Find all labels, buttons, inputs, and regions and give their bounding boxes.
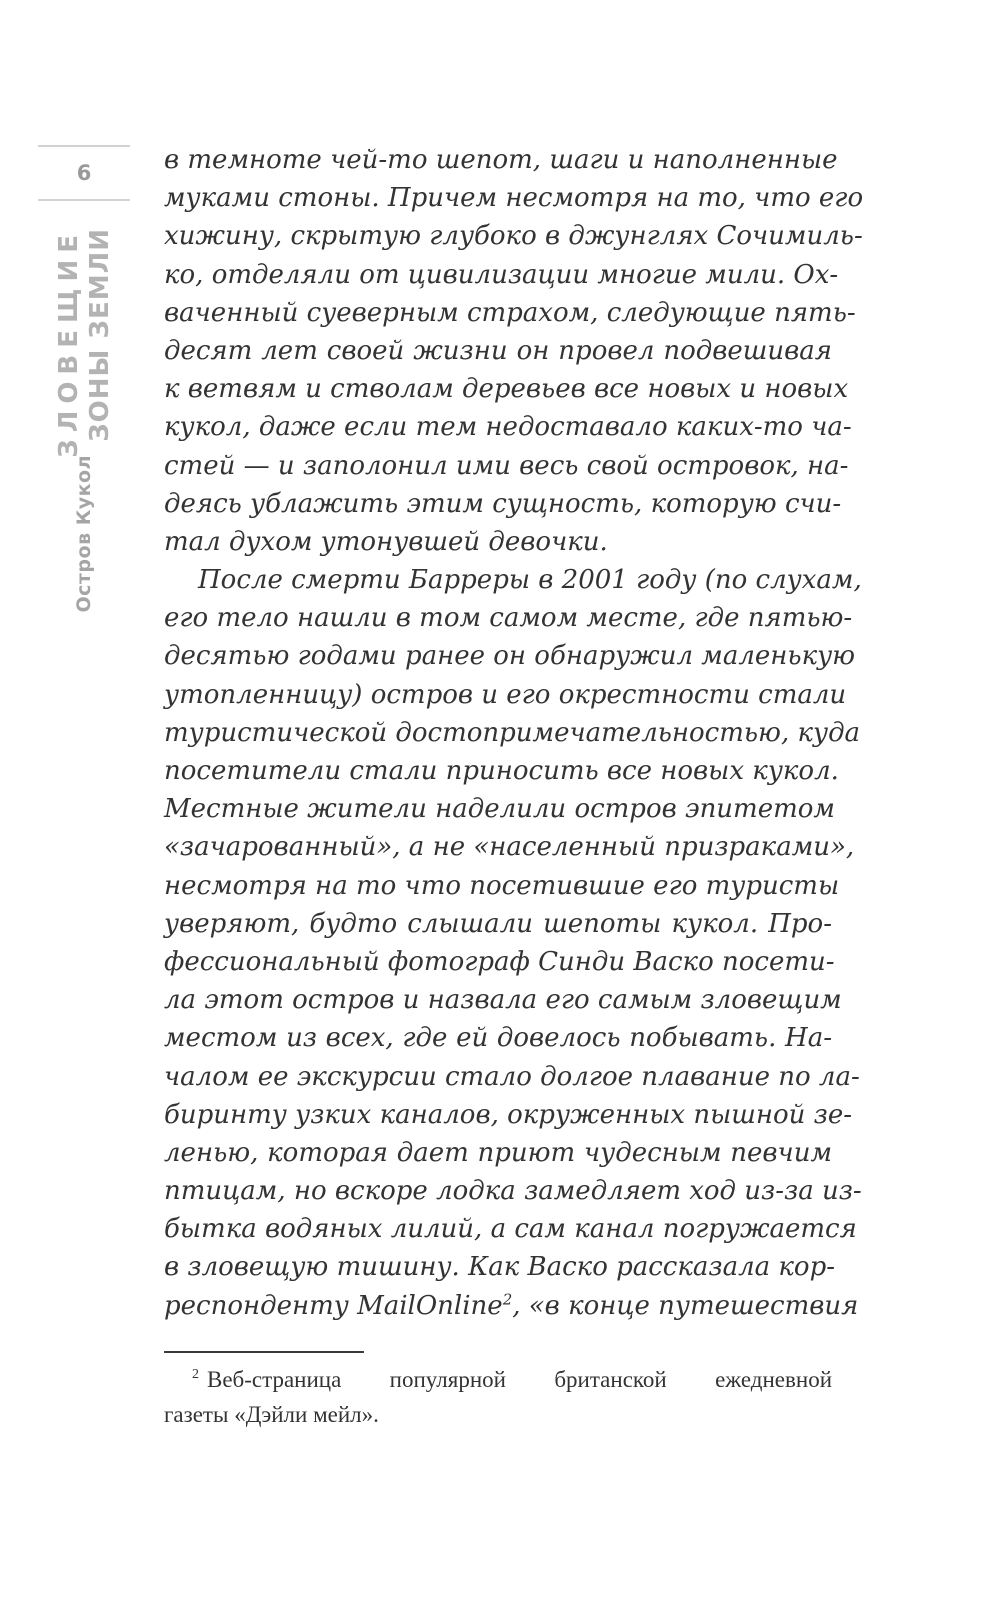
running-head-chapter-title: Остров Кукол bbox=[73, 455, 95, 613]
text-line: несмотря на то что посетившие его туристы bbox=[164, 870, 840, 901]
footnote bbox=[164, 1362, 832, 1432]
text-line: посетители стали приносить все новых кукол. bbox=[164, 756, 839, 786]
footnote-line bbox=[164, 1362, 832, 1397]
text-fragment: респонденту MailOnline bbox=[164, 1290, 503, 1321]
text-line: в темноте чей-то шепот, шаги и наполненные bbox=[164, 145, 838, 175]
text-fragment: , «в конце путешествия bbox=[512, 1290, 859, 1321]
text-line: к ветвям и стволам деревьев все новых и новых bbox=[164, 374, 849, 405]
text-line: десятью годами ранее он обнаружил маленькую bbox=[164, 641, 856, 672]
footnote-text: Веб-страница популярной британской ежедневной bbox=[207, 1367, 832, 1392]
text-line: местом из всех, где ей довелось побывать. На- bbox=[164, 1023, 832, 1054]
footnote-line: газеты «Дэйли мейл». bbox=[164, 1402, 379, 1427]
running-head-book-title-line1: ЗЛОВЕЩИЕ bbox=[54, 228, 84, 458]
page-margin bbox=[38, 145, 130, 201]
text-line: туристической достопримечательностью, куда bbox=[164, 717, 861, 748]
text-line: биринту узких каналов, окруженных пышной зе- bbox=[164, 1099, 853, 1130]
footnote-reference[interactable]: 2 bbox=[502, 1289, 513, 1308]
text-line: деясь ублажить этим сущность, которую счи- bbox=[164, 488, 842, 519]
text-line: стей — и заполонил ими весь свой островок, на- bbox=[164, 450, 849, 481]
body-text bbox=[164, 141, 864, 1325]
text-line: ла этот остров и назвала его самым зловещим bbox=[164, 985, 842, 1016]
text-line: ваченный суеверным страхом, следующие пять- bbox=[164, 297, 856, 328]
text-line: Местные жители наделили остров эпитетом bbox=[164, 794, 835, 825]
text-line: десят лет своей жизни он провел подвешивая bbox=[164, 335, 832, 366]
text-line: муками стоны. Причем несмотря на то, что его bbox=[164, 183, 864, 214]
text-line: утопленницу) остров и его окрестности стали bbox=[164, 679, 847, 710]
text-line: «зачарованный», а не «населенный призраками», bbox=[164, 832, 855, 863]
text-line: фессиональный фотограф Синди Васко посети- bbox=[164, 946, 835, 977]
footnote-separator bbox=[164, 1351, 364, 1353]
footnote-mark: 2 bbox=[192, 1367, 199, 1383]
running-head-book-title-line2: ЗОНЫ ЗЕМЛИ bbox=[85, 228, 115, 442]
paragraph-end-line: тал духом утонувшей девочки. bbox=[164, 526, 608, 557]
text-line: чалом ее экскурсии стало долгое плавание по ла- bbox=[164, 1061, 860, 1092]
text-line: ленью, которая дает приют чудесным певчим bbox=[164, 1137, 832, 1168]
text-line: ко, отделяли от цивилизации многие мили. Ох- bbox=[164, 259, 839, 290]
page-number-bottom-rule bbox=[38, 199, 130, 201]
page-number: 6 bbox=[76, 161, 92, 185]
text-line: уверяют, будто слышали шепоты кукол. Про- bbox=[164, 908, 832, 939]
text-line: птицам, но вскоре лодка замедляет ход из-за из- bbox=[164, 1176, 862, 1207]
text-line: бытка водяных лилий, а сам канал погружается bbox=[164, 1214, 857, 1245]
text-line: в зловещую тишину. Как Васко рассказала кор- bbox=[164, 1252, 836, 1283]
text-line: кукол, даже если тем недоставало каких-то ча- bbox=[164, 412, 852, 443]
text-line-with-footnote-ref bbox=[164, 1287, 859, 1325]
text-line: его тело нашли в том самом месте, где пятью- bbox=[164, 603, 853, 634]
text-line: хижину, скрытую глубоко в джунглях Сочимиль- bbox=[164, 221, 863, 252]
paragraph-start-line: После смерти Барреры в 2001 году (по слухам, bbox=[198, 565, 862, 596]
